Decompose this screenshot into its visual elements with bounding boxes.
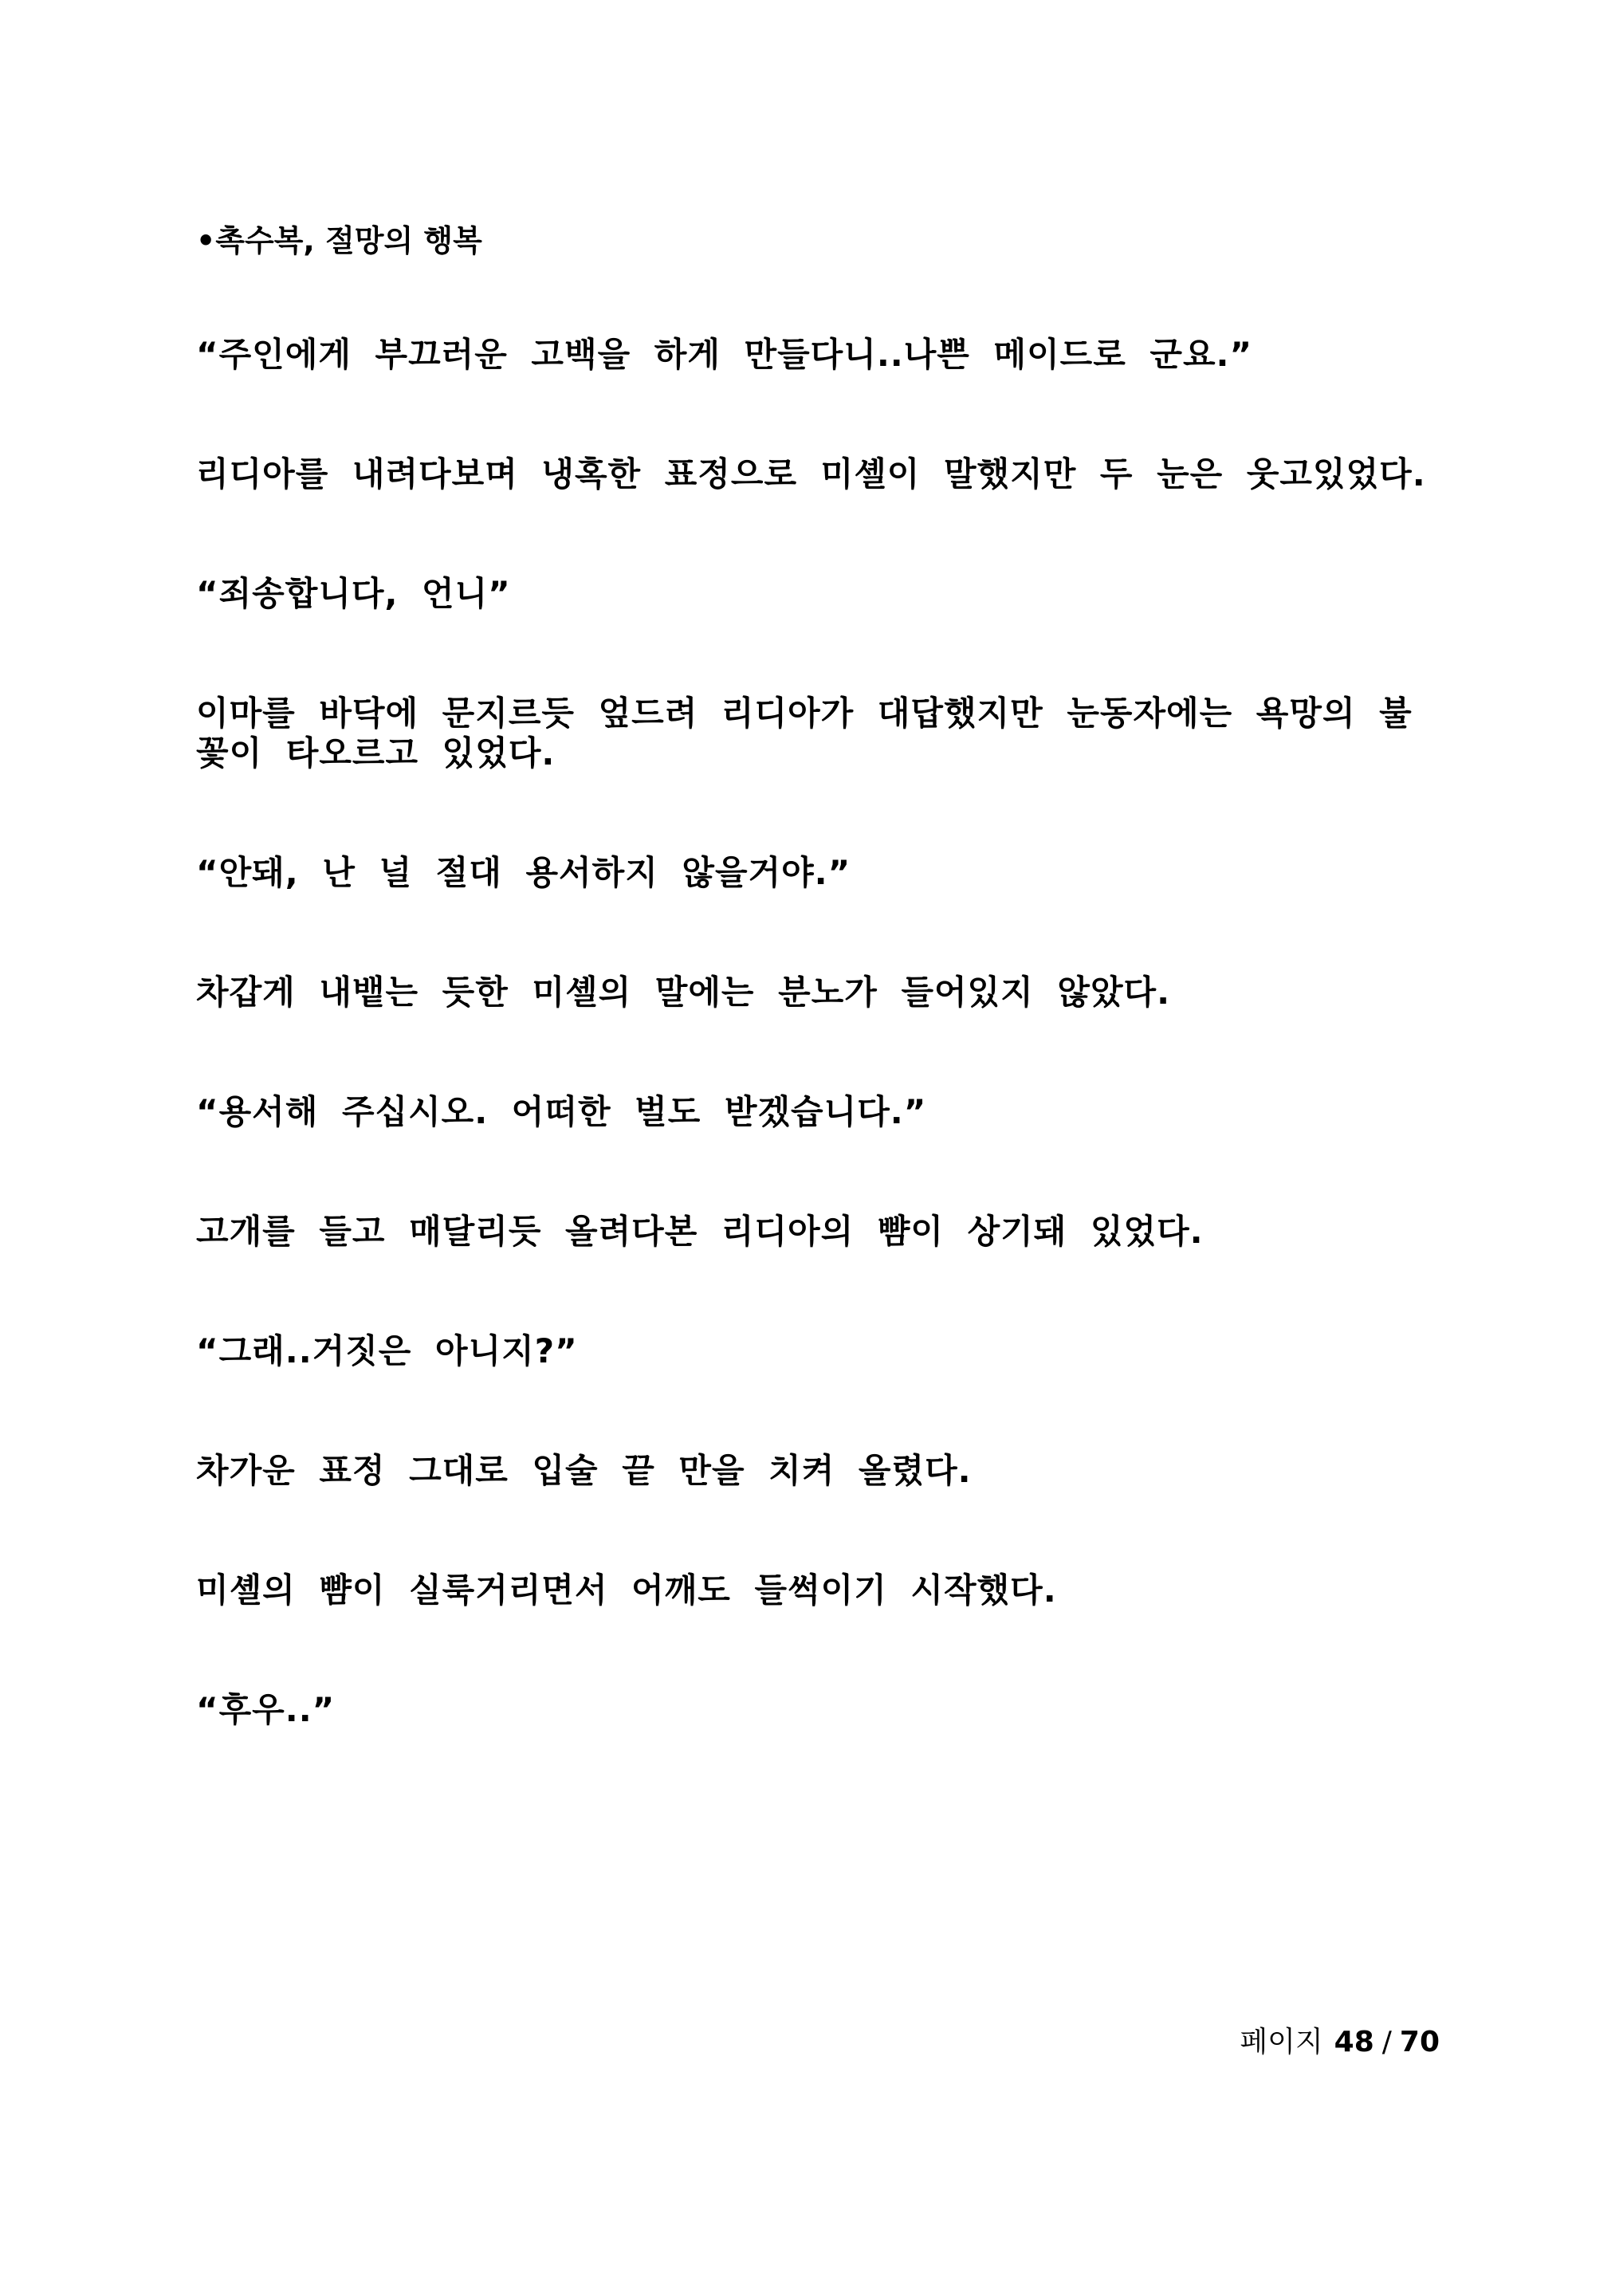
- section-heading: •촉수복, 절망의 행복: [196, 223, 482, 258]
- paragraph: “용서해 주십시오. 어떠한 벌도 받겠습니다.”: [196, 1092, 927, 1131]
- current-page-number: 48: [1334, 2026, 1374, 2058]
- page-separator: /: [1381, 2026, 1392, 2058]
- paragraph: 이마를 바닥에 문지르듯 엎드려 리디아가 대답했지만 눈동자에는 욕망의 불꽃이 타오르고 있었다.: [196, 694, 1413, 773]
- paragraph: “주인에게 부끄러운 고백을 하게 만들다니..나쁜 메이드로 군요.”: [196, 335, 1253, 374]
- paragraph: 차가운 표정 그대로 입술 끝 만을 치켜 올렸다.: [196, 1451, 972, 1490]
- paragraph: 고개를 들고 매달리듯 올려다본 리디아의 뺨이 상기돼 있었다.: [196, 1212, 1204, 1251]
- paragraph: “그래..거짓은 아니지?”: [196, 1331, 578, 1370]
- paragraph: 차갑게 내뱉는 듯한 미셸의 말에는 분노가 들어있지 않았다.: [196, 973, 1171, 1012]
- paragraph: 미셸의 뺨이 실룩거리면서 어깨도 들썩이기 시작했다.: [196, 1571, 1057, 1610]
- paragraph: “후우..”: [196, 1690, 336, 1729]
- paragraph: “죄송합니다, 언니”: [196, 574, 511, 613]
- paragraph: “안돼, 난 널 절대 용서하지 않을거야.”: [196, 853, 851, 892]
- page-label: 페이지: [1240, 2026, 1323, 2058]
- page-number-footer: [1240, 2025, 1440, 2060]
- paragraph: 리디아를 내려다보며 냉혹한 표정으로 미셸이 말했지만 두 눈은 웃고있었다.: [196, 454, 1426, 493]
- document-body: [196, 222, 1440, 1810]
- total-page-count: 70: [1399, 2026, 1440, 2058]
